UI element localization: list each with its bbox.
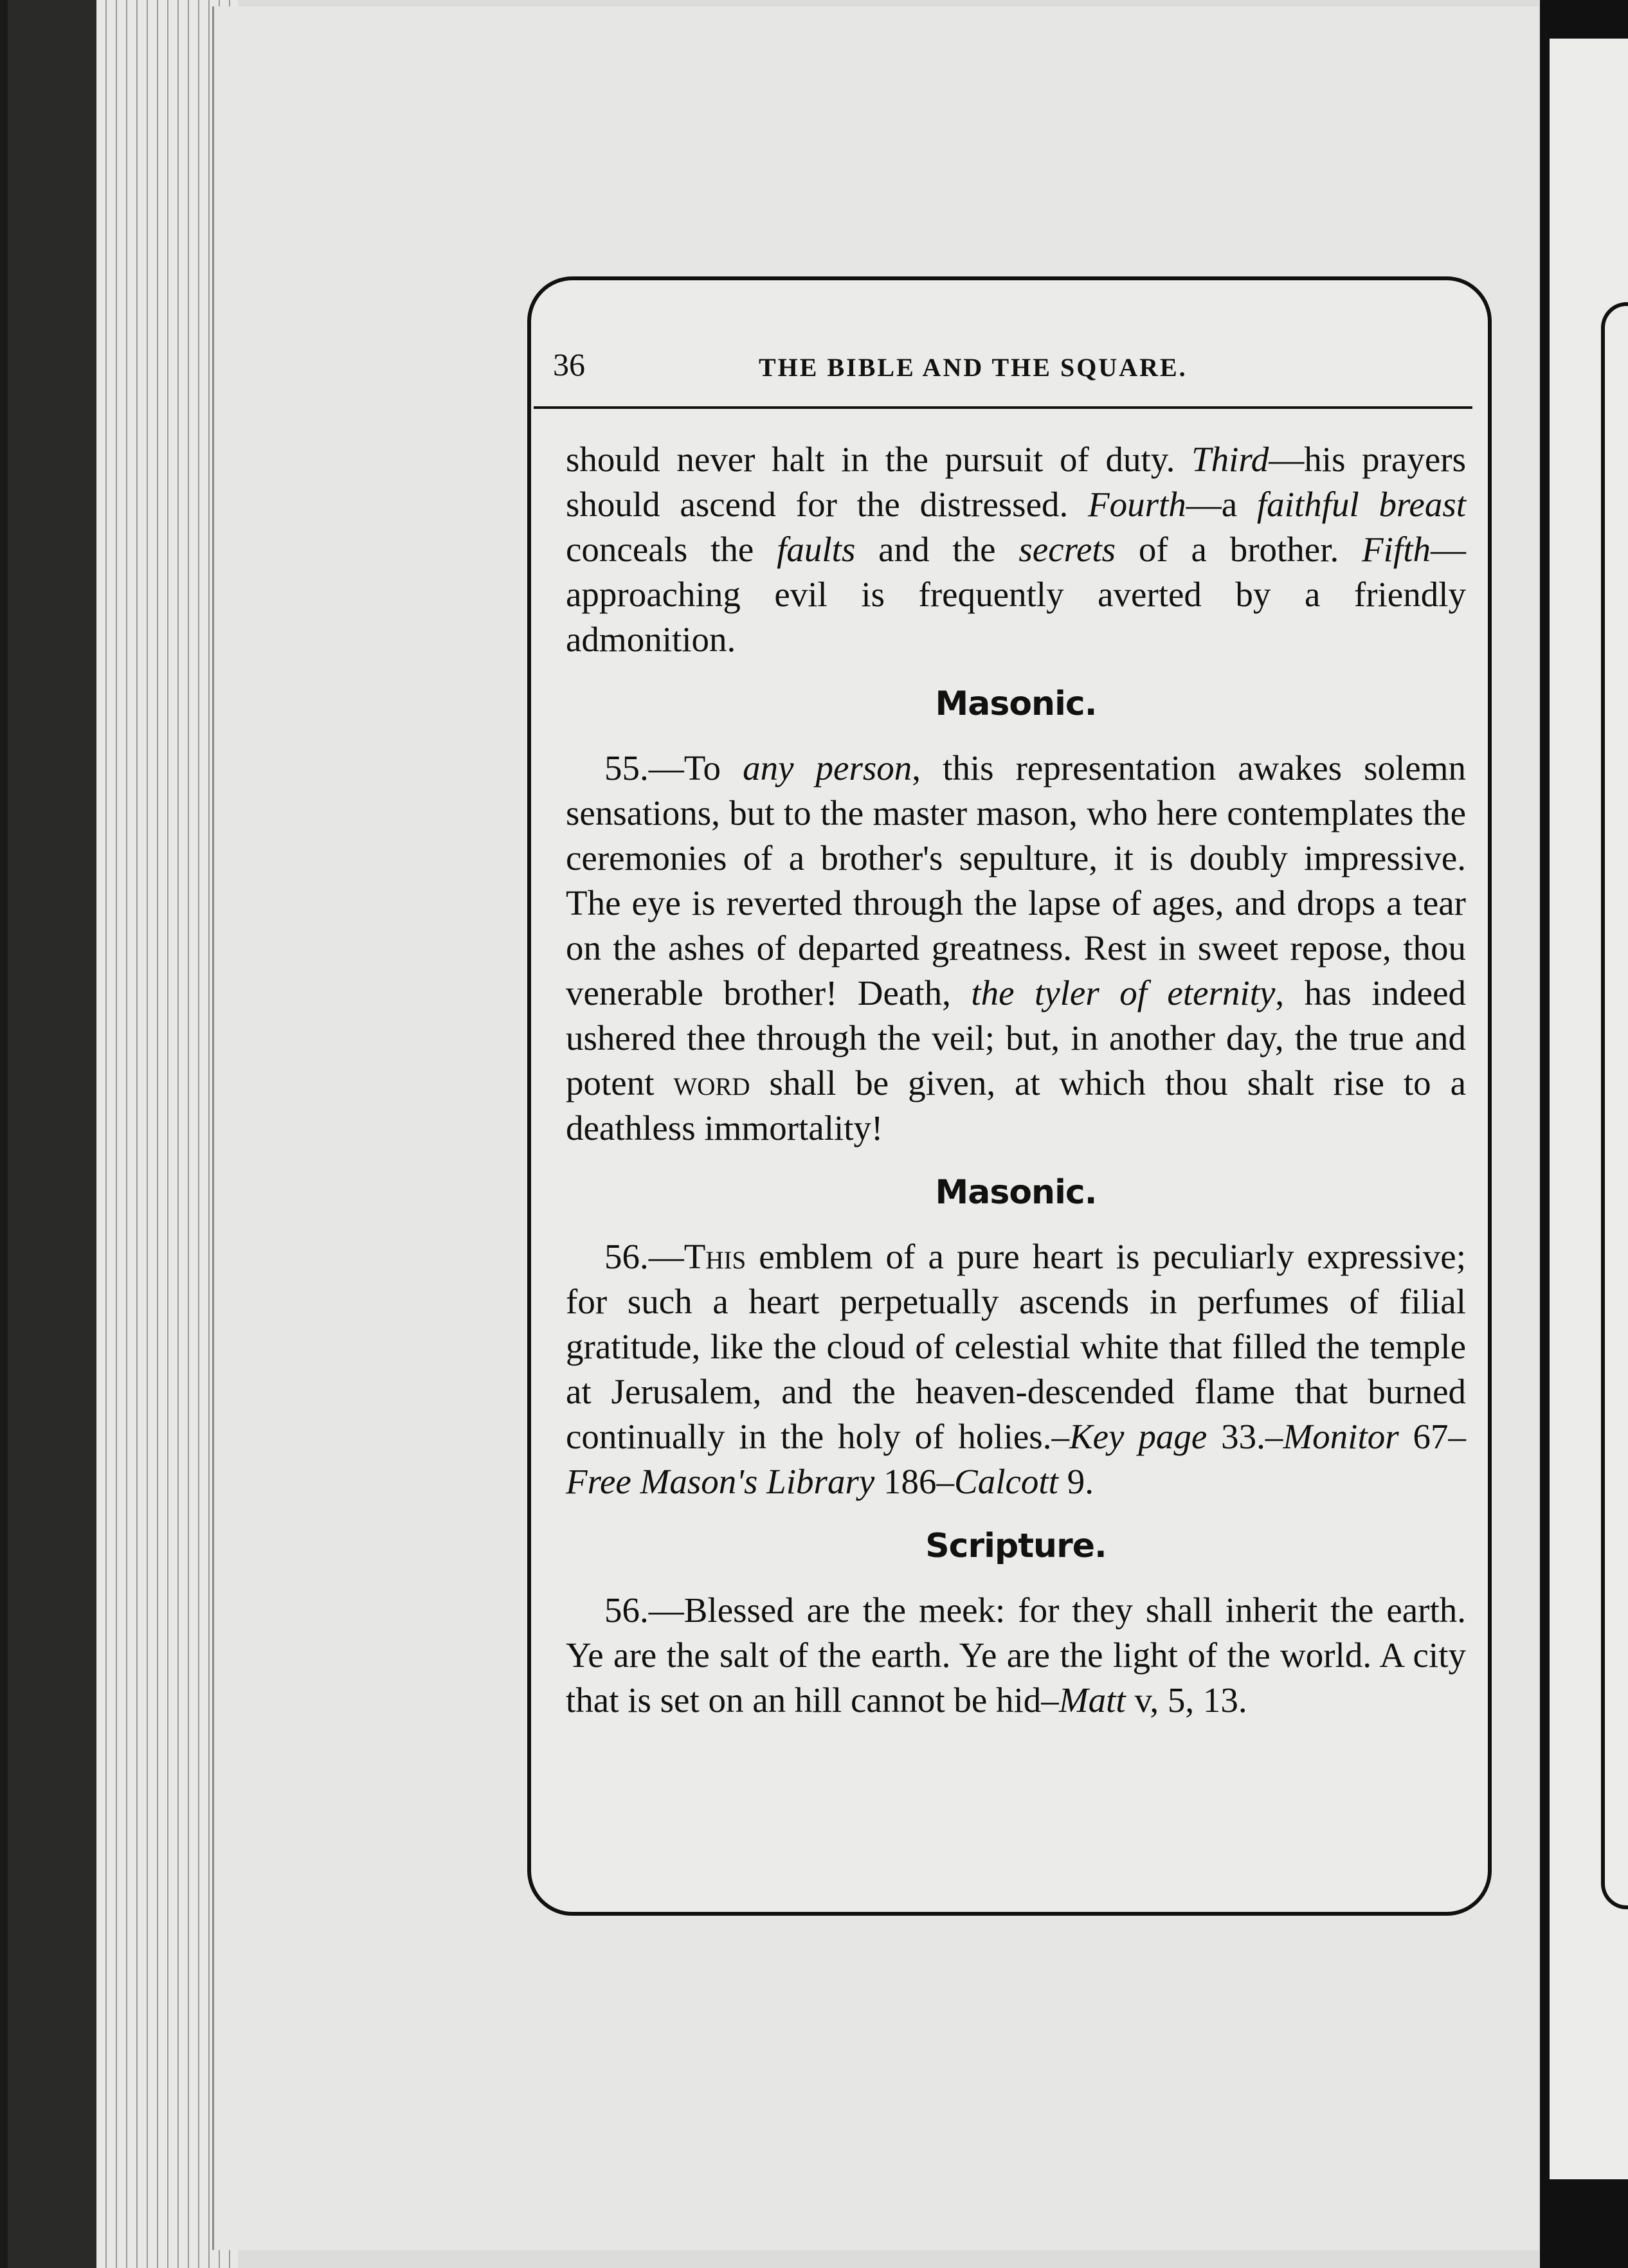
section-heading: Scripture.: [925, 1527, 1107, 1565]
italic-text: Fifth: [1362, 530, 1431, 569]
italic-text: Matt: [1058, 1680, 1126, 1720]
italic-text: the tyler of eternity: [971, 973, 1276, 1013]
page-body: [566, 437, 1466, 1723]
italic-text: faults: [777, 530, 856, 569]
section-heading: Masonic.: [935, 685, 1097, 723]
text-run: emblem of a pure heart is peculiarly expressive; for such a heart perpetually ascends in perfumes of filial gratitude, like the cloud of celestial white that filled the temple at Jerusalem, and the heaven-descended flame that burned continually in the holy of holies.–: [566, 1237, 1466, 1456]
text-run: 67–: [1398, 1417, 1467, 1456]
text-run: should never halt in the pursuit of duty.: [566, 440, 1192, 479]
text-run: —a: [1186, 485, 1257, 524]
paragraph: [566, 1588, 1466, 1723]
text-run: —approaching evil is frequently averted by a friendly admonition.: [566, 530, 1466, 659]
text-run: shall be given, at which thou shalt rise to a deathless immortality!: [566, 1063, 1466, 1148]
section-heading: Masonic.: [935, 1173, 1097, 1212]
italic-text: Monitor: [1283, 1417, 1399, 1456]
text-run: 33.–: [1207, 1417, 1283, 1456]
paragraph: [566, 437, 1466, 662]
text-run: and the: [855, 530, 1019, 569]
book-binding-shadow: [0, 0, 96, 2268]
header-rule: [534, 406, 1472, 409]
page-header: [527, 334, 1492, 418]
smallcaps-text: This: [683, 1237, 746, 1276]
italic-text: Fourth: [1087, 485, 1186, 524]
text-run: conceals the: [566, 530, 777, 569]
text-run: —his prayers should ascend for the distressed.: [566, 440, 1466, 524]
italic-text: Calcott: [954, 1462, 1058, 1501]
page-number: 36: [553, 346, 585, 382]
italic-text: Third: [1191, 440, 1269, 479]
text-run: v, 5, 13.: [1125, 1680, 1247, 1720]
italic-text: faithful breast: [1256, 485, 1466, 524]
text-run: 186–: [874, 1462, 955, 1501]
text-run: 9.: [1058, 1462, 1094, 1501]
text-run: 56.—Blessed are the meek: for they shall inherit the earth. Ye are the salt of the earth. Ye are the light of the world. A city that is set on an hill cannot be hid–: [566, 1590, 1466, 1720]
text-run: of a brother.: [1116, 530, 1362, 569]
running-title: THE BIBLE AND THE SQUARE.: [759, 353, 1188, 382]
italic-text: Free Mason's Library: [566, 1462, 875, 1501]
italic-text: secrets: [1018, 530, 1116, 569]
text-run: , has indeed ushered thee through the veil; but, in another day, the true and potent: [566, 973, 1466, 1102]
facing-page-frame: [1601, 302, 1628, 1909]
italic-text: any person: [743, 748, 912, 788]
text-run: , this representation awakes solemn sensations, but to the master mason, who here contemplates the ceremonies of a brother's sepulture, it is doubly impressive. The eye is reverted through the lapse of ages, and drops a tear on the ashes of departed greatness. Rest in sweet repose, thou venerable brother! Death,: [566, 748, 1466, 1013]
paragraph: [566, 1234, 1466, 1504]
smallcaps-text: word: [673, 1063, 750, 1102]
text-run: 56.—: [604, 1237, 684, 1276]
paragraph: [566, 746, 1466, 1151]
book-spine: [0, 0, 8, 2268]
text-run: 55.—To: [604, 748, 743, 788]
italic-text: Key page: [1069, 1417, 1207, 1456]
